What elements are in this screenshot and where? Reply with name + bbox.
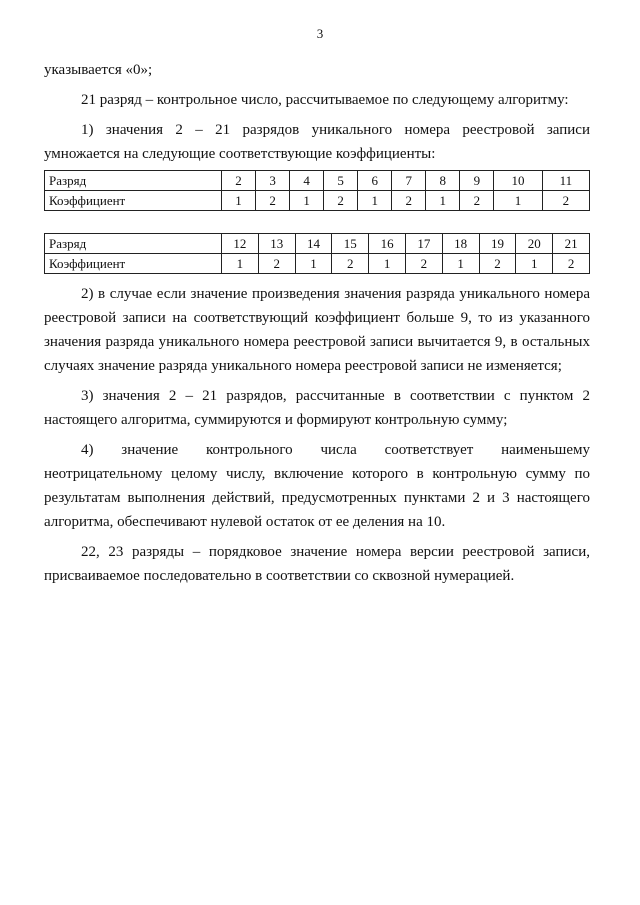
coefficient-cell: 1 <box>442 254 479 274</box>
table-row-digits <box>45 171 590 191</box>
coefficient-cell: 1 <box>358 191 392 211</box>
paragraph-digits-22-23: 22, 23 разряды – порядковое значение номера версии реестровой записи, присваиваемое последовательно в соответствии со сквозной нумерацией. <box>44 544 590 584</box>
row-label-coefficient: Коэффициент <box>45 254 222 274</box>
digit-cell: 12 <box>222 234 259 254</box>
coefficient-table-1-wrapper <box>44 170 590 211</box>
coefficient-cell: 1 <box>295 254 332 274</box>
coefficient-table-2-wrapper <box>44 233 590 274</box>
coefficient-cell: 2 <box>256 191 290 211</box>
table-row-coefficients <box>45 254 590 274</box>
coefficient-cell: 2 <box>392 191 426 211</box>
digit-cell: 2 <box>222 171 256 191</box>
coefficient-cell: 1 <box>369 254 406 274</box>
digit-cell: 10 <box>494 171 542 191</box>
digit-cell: 3 <box>256 171 290 191</box>
row-label-coefficient: Коэффициент <box>45 191 222 211</box>
coefficient-cell: 1 <box>222 254 259 274</box>
coefficient-cell: 2 <box>460 191 494 211</box>
coefficient-cell: 1 <box>494 191 542 211</box>
digit-cell: 8 <box>426 171 460 191</box>
digit-cell: 5 <box>324 171 358 191</box>
coefficient-table-1 <box>44 170 590 211</box>
coefficient-cell: 2 <box>324 191 358 211</box>
table-row-digits <box>45 234 590 254</box>
paragraph-step-3: 3) значения 2 – 21 разрядов, рассчитанные в соответствии с пунктом 2 настоящего алгоритма, суммируются и формируют контрольную сумму; <box>44 388 590 428</box>
paragraph-step-2: 2) в случае если значение произведения значения разряда уникального номера реестровой записи на соответствующий коэффициент больше 9, то из указанного значения разряда уникального номера реестровой записи вычитается 9, в остальных случаях значение разряда уникального номера реестровой записи не изменяется; <box>44 286 590 374</box>
digit-cell: 11 <box>542 171 589 191</box>
digit-cell: 18 <box>442 234 479 254</box>
digit-cell: 9 <box>460 171 494 191</box>
digit-cell: 15 <box>332 234 369 254</box>
digit-cell: 19 <box>479 234 516 254</box>
coefficient-cell: 2 <box>553 254 590 274</box>
digit-cell: 13 <box>258 234 295 254</box>
coefficient-cell: 1 <box>290 191 324 211</box>
coefficient-cell: 2 <box>258 254 295 274</box>
paragraph-step-1: 1) значения 2 – 21 разрядов уникального номера реестровой записи умножается на следующие соответствующие коэффициенты: <box>44 122 590 162</box>
digit-cell: 6 <box>358 171 392 191</box>
row-label-digit: Разряд <box>45 171 222 191</box>
coefficient-cell: 1 <box>222 191 256 211</box>
paragraph-digit-21: 21 разряд – контрольное число, рассчитываемое по следующему алгоритму: <box>81 92 569 108</box>
digit-cell: 17 <box>405 234 442 254</box>
digit-cell: 14 <box>295 234 332 254</box>
paragraph-zero-value: указывается «0»; <box>44 62 153 78</box>
paragraph-step-4: 4) значение контрольного числа соответствует наименьшему неотрицательному целому числу, включение которого в контрольную сумму по результатам выполнения действий, предусмотренных пунктами 2 и 3 настоящего алгоритма, обеспечивают нулевой остаток от ее деления на 10. <box>44 442 590 530</box>
digit-cell: 16 <box>369 234 406 254</box>
coefficient-cell: 2 <box>405 254 442 274</box>
table-row-coefficients <box>45 191 590 211</box>
digit-cell: 4 <box>290 171 324 191</box>
digit-cell: 20 <box>516 234 553 254</box>
digit-cell: 21 <box>553 234 590 254</box>
coefficient-cell: 1 <box>426 191 460 211</box>
digit-cell: 7 <box>392 171 426 191</box>
coefficient-cell: 2 <box>542 191 589 211</box>
row-label-digit: Разряд <box>45 234 222 254</box>
page-number: 3 <box>316 26 324 41</box>
coefficient-table-2 <box>44 233 590 274</box>
document-body <box>44 58 590 588</box>
coefficient-cell: 2 <box>479 254 516 274</box>
coefficient-cell: 2 <box>332 254 369 274</box>
coefficient-cell: 1 <box>516 254 553 274</box>
